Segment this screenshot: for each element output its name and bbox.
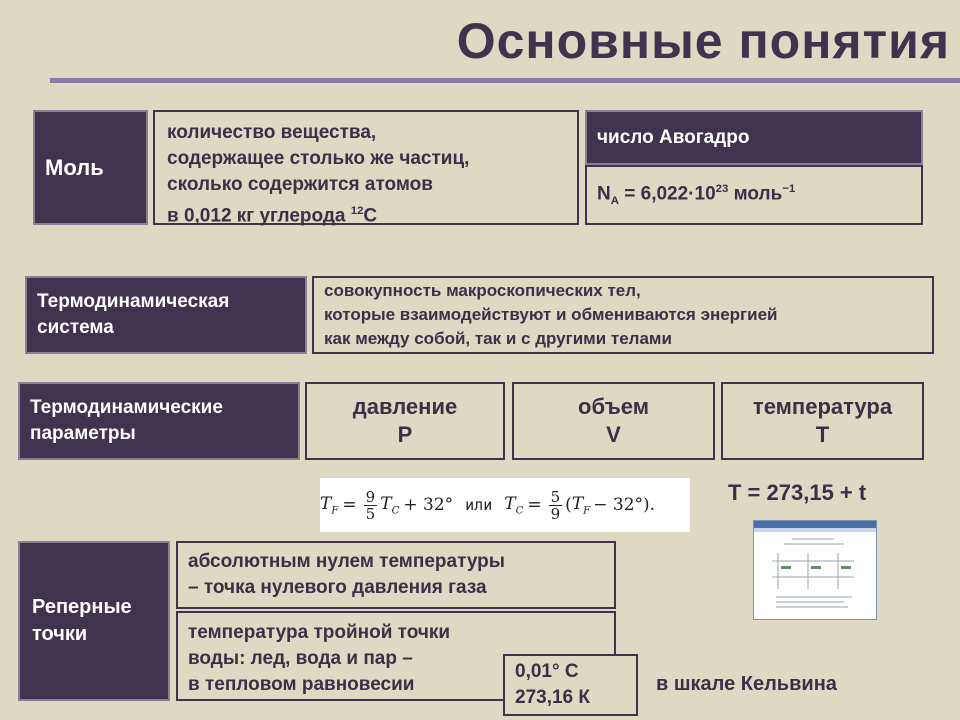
param-pressure-name: давление [352, 394, 458, 419]
param-volume-box [512, 382, 715, 460]
formula-fraction-2 [549, 489, 563, 522]
formula-tc-2-symbol: T [504, 493, 516, 514]
formula-tf [320, 494, 338, 516]
triple-point-line-3: в тепловом равновесии [188, 674, 415, 695]
system-definition-line-1: совокупность макроскопических тел, [324, 281, 641, 300]
param-pressure-box [305, 382, 505, 460]
avogadro-symbol: N [597, 183, 611, 205]
avogadro-header: число Авогадро [597, 126, 750, 148]
mol-definition-line-4-text: в 0,012 кг углерода [167, 205, 351, 227]
formula-tf-sub: F [331, 505, 339, 517]
carbon-isotope: 12 [350, 205, 364, 217]
formula-or: или [465, 496, 493, 514]
formula-plus-32: + 32° [403, 495, 454, 515]
formula-fraction-1 [364, 489, 378, 522]
absolute-zero-box [176, 541, 616, 609]
formula-tc-2-sub: C [515, 505, 524, 517]
system-label-box [25, 276, 307, 354]
avogadro-unit-exponent: −1 [782, 182, 796, 195]
system-definition-box [312, 276, 934, 354]
kelvin-scale-label: в шкале Кельвина [656, 673, 837, 695]
formula-tf-2 [572, 494, 590, 516]
param-volume-symbol: V [606, 422, 621, 447]
absolute-zero-line-2: – точка нулевого давления газа [188, 577, 487, 598]
formula-tf-2-symbol: T [571, 493, 584, 514]
carbon-symbol: С [363, 205, 378, 227]
params-label-line-1: Термодинамические [30, 397, 223, 418]
avogadro-number: = 6,022·10 [618, 183, 716, 205]
triple-point-line-1: температура тройной точки [188, 622, 451, 643]
param-pressure-symbol: P [397, 422, 413, 447]
mol-definition-line-1: количество вещества, [167, 122, 377, 143]
formula-tc-1-sub: C [391, 505, 400, 517]
formula-paren: ( [565, 495, 572, 515]
system-label-line-1: Термодинамическая [37, 291, 230, 312]
formula-equals-2: = [527, 495, 542, 515]
formula-num-1: 9 [365, 487, 376, 506]
params-label-line-2: параметры [30, 423, 136, 444]
mol-label: Моль [45, 154, 104, 180]
avogadro-exponent: 23 [715, 182, 729, 195]
reference-label-line-1: Реперные [32, 596, 132, 618]
mol-definition-line-3: сколько содержится атомов [167, 174, 433, 195]
mol-definition-line-2: содержащее столько же частиц, [167, 148, 470, 169]
triple-point-values-box [503, 654, 638, 716]
document-thumbnail[interactable] [753, 520, 877, 620]
avogadro-symbol-sub: A [610, 195, 619, 208]
triple-point-celsius: 0,01° С [515, 661, 579, 682]
param-temperature-symbol: T [815, 422, 830, 447]
reference-label-line-2: точки [32, 623, 88, 645]
formula-tc-1-symbol: T [380, 493, 392, 514]
system-label-line-2: система [37, 317, 114, 338]
triple-point-line-2: воды: лед, вода и пар – [188, 648, 413, 669]
kelvin-formula: T = 273,15 + t [728, 480, 867, 505]
formula-minus-32: − 32°). [593, 495, 656, 515]
mol-definition-box [153, 110, 579, 225]
system-definition-line-3: как между собой, так и с другими телами [324, 329, 672, 348]
avogadro-unit: моль [728, 183, 783, 205]
param-volume-name: объем [578, 394, 649, 419]
mol-definition-line-4 [167, 198, 577, 229]
formula-tc-2 [504, 494, 523, 516]
formula-tf-symbol: T [320, 493, 332, 514]
param-temperature-name: температура [752, 394, 893, 419]
avogadro-header-box [585, 110, 923, 165]
conversion-formula [320, 478, 690, 532]
formula-tf-2-sub: F [583, 505, 591, 517]
formula-equals-1: = [342, 495, 357, 515]
formula-den-1: 5 [365, 504, 376, 523]
param-temperature-box [721, 382, 924, 460]
formula-tc-1 [380, 494, 399, 516]
avogadro-value-box [585, 165, 923, 225]
triple-point-kelvin: 273,16 К [515, 687, 590, 708]
thumbnail-preview-icon [754, 521, 876, 619]
params-label-box [18, 382, 300, 460]
title-underline [50, 78, 960, 83]
avogadro-value [597, 183, 921, 207]
page-title: Основные понятия [456, 13, 950, 69]
formula-num-2: 5 [550, 487, 561, 506]
formula-den-2: 9 [550, 504, 561, 523]
system-definition-line-2: которые взаимодействуют и обмениваются энергией [324, 305, 778, 324]
absolute-zero-line-1: абсолютным нулем температуры [188, 551, 505, 572]
reference-label-box [18, 541, 170, 701]
mol-label-box [33, 110, 148, 225]
